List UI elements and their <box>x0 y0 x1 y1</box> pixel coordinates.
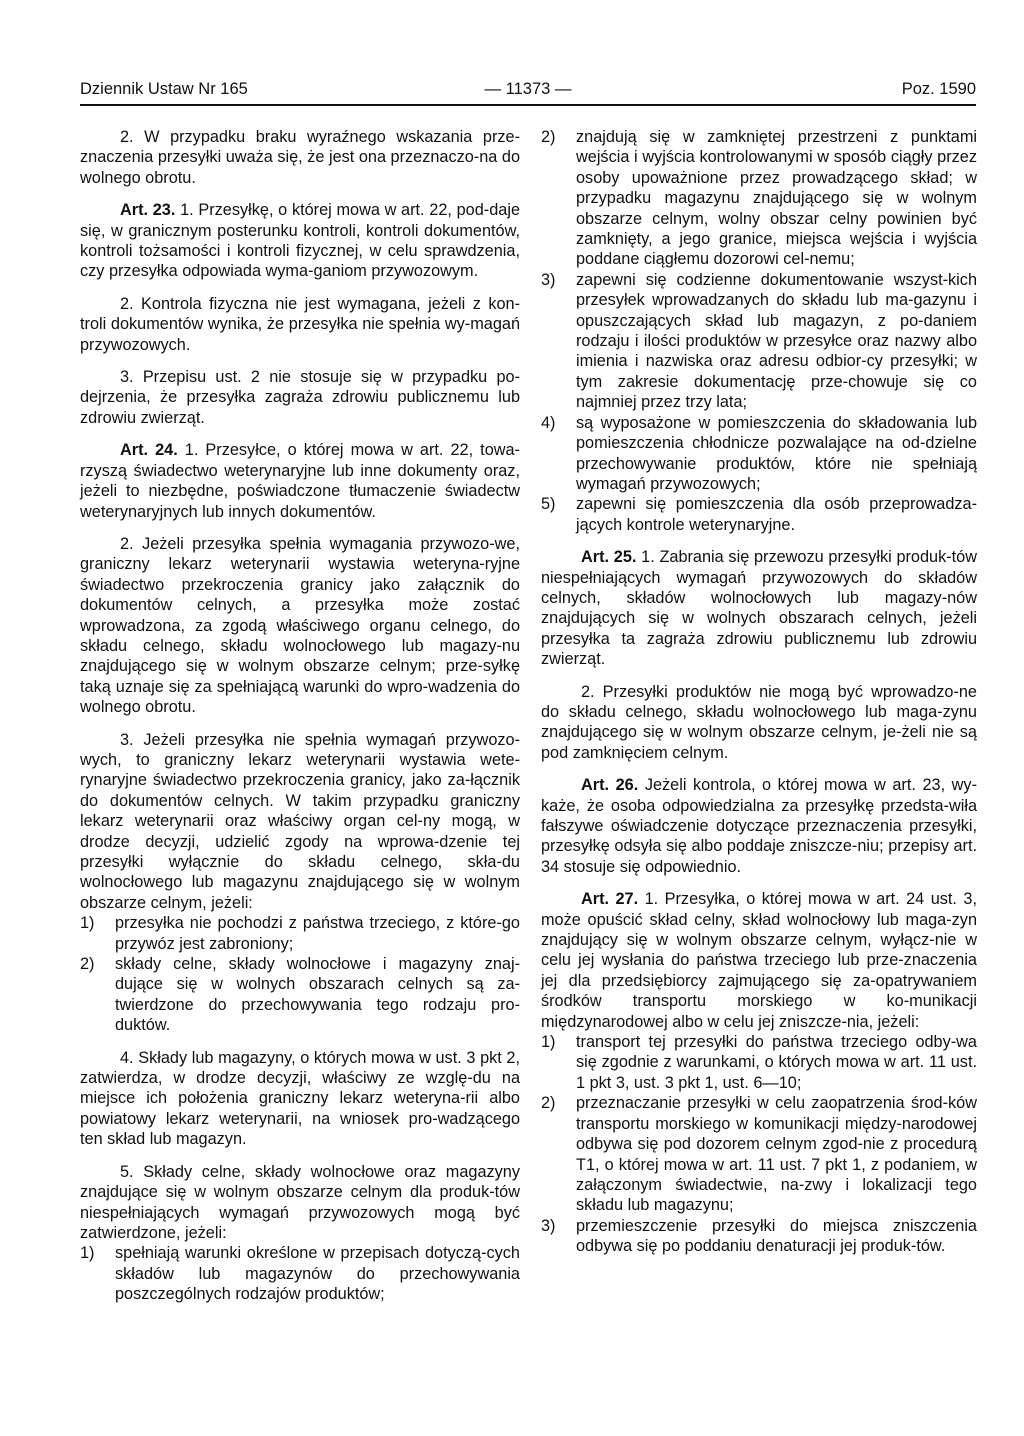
list-item-text: przeznaczanie przesyłki w celu zaopatrzenia środ-ków transportu morskiego w komunikacji między-narodowej odbywa się pod dozorem celnym zgod-nie z procedurą T1, o której mowa w art. 11 ust. 7 pkt 1, z podaniem, w załączonym świadectwie, na-zwy i lokalizacji tego składu lub magazynu; <box>576 1094 977 1215</box>
left-column <box>80 127 520 1305</box>
list-item-number: 3) <box>541 1216 556 1235</box>
list-item-number: 2) <box>541 128 556 146</box>
paragraph: 2. Jeżeli przesyłka spełnia wymagania przywozo-we, graniczny lekarz weterynarii wystawia weteryna-ryjne świadectwo przekroczenia granicy jako załącznik do dokumentów celnych, a przesyłka może zostać wprowadzona, za zgodą właściwego organu celnego, do składu celnego, składu wolnocłowego lub magazy-nu znajdującego się w wolnym obszarze celnym; prze-syłkę taką uznaje się za spełniającą warunki do wpro-wadzenia do wolnego obrotu. <box>80 534 520 717</box>
article-label: Art. 27. <box>581 890 639 909</box>
article-25-paragraph-1 <box>541 547 977 669</box>
list-item-number: 4) <box>541 413 556 432</box>
article-23-paragraph-1 <box>80 200 520 282</box>
list-item-number: 3) <box>541 270 556 289</box>
article-text: 1. Zabrania się przewozu przesyłki produk-tów niespełniających wymagań przywozowych do składów celnych, składów wolnocłowych lub magazy-nów znajdujących się w wolnych obszarach celnych, jeżeli przesyłka ta zagraża zdrowiu publicznemu lub zdrowiu zwierząt. <box>541 548 977 669</box>
paragraph: 3. Jeżeli przesyłka nie spełnia wymagań przywozo-wych, to graniczny lekarz weterynarii wystawia wete-rynaryjne świadectwo przekroczenia granicy, jako za-łącznik do dokumentów celnych. W takim przypadku graniczny lekarz weterynarii oraz właściwy organ cel-ny mogą, w drodze decyzji, udzielić zgody na wprowa-dzenie tej przesyłki wyłącznie do składu celnego, skła-du wolnocłowego lub magazynu znajdującego się w wolnym obszarze celnym, jeżeli: <box>80 730 520 912</box>
list-item-text: są wyposażone w pomieszczenia do składowania lub pomieszczenia chłodnicze pozwalające na od-dzielne przechowywanie produktów, które nie spełniają wymagań przywozowych; <box>576 413 977 493</box>
list-item-text: spełniają warunki określone w przepisach dotyczą-cych składów lub magazynów do przechowywania poszczególnych rodzajów produktów; <box>115 1244 520 1304</box>
article-label: Art. 23. <box>120 201 176 220</box>
list-item-text: zapewni się pomieszczenia dla osób przeprowadza-jących kontrole weterynaryjne. <box>576 495 977 534</box>
list-item-number: 2) <box>541 1094 556 1113</box>
list-item-text: przesyłka nie pochodzi z państwa trzeciego, z które-go przywóz jest zabroniony; <box>115 914 520 953</box>
page-header <box>80 80 976 104</box>
list-item <box>541 1093 977 1215</box>
list-item-text: przemieszczenie przesyłki do miejsca zniszczenia odbywa się po poddaniu denaturacji jej produk-tów. <box>576 1216 977 1256</box>
position-number: Poz. 1590 <box>901 80 976 98</box>
list-item <box>541 413 977 495</box>
article-text: 1. Przesyłkę, o której mowa w art. 22, pod-daje się, w granicznym posterunku kontroli, kontroli dokumentów, kontroli tożsamości i kontroli fizycznej, w celu sprawdzenia, czy przesyłka odpowiada wyma-ganiom przywozowym. <box>80 201 520 281</box>
list-item-number: 1) <box>541 1033 556 1052</box>
article-26 <box>541 775 977 877</box>
list-item-text: zapewni się codzienne dokumentowanie wszyst-kich przesyłek wprowadzanych do składu lub ma-gazynu i opuszczających skład lub magazyn, z po-daniem rodzaju i ilości produktów w przesyłce oraz nazwy albo imienia i nazwiska oraz adresu odbior-cy przesyłki; w tym zakresie dokumentację prze-chowuje się co najmniej przez trzy lata; <box>576 270 977 412</box>
paragraph: 3. Przepisu ust. 2 nie stosuje się w przypadku po-dejrzenia, że przesyłka zagraża zdrowiu publicznemu lub zdrowiu zwierząt. <box>80 368 520 427</box>
article-label: Art. 26. <box>581 776 639 795</box>
list-item <box>80 913 520 954</box>
paragraph: 2. Kontrola fizyczna nie jest wymagana, jeżeli z kon-troli dokumentów wynika, że przesyłka nie spełnia wy-magań przywozowych. <box>80 294 520 354</box>
list-item <box>80 954 520 1036</box>
list-item-number: 1) <box>80 1244 95 1263</box>
list-item <box>80 1243 520 1304</box>
list-item <box>541 494 977 535</box>
list-item <box>541 1032 977 1093</box>
article-text: 1. Przesyłce, o której mowa w art. 22, towa-rzyszą świadectwo weterynaryjne lub inne dokumenty oraz, jeżeli to niezbędne, poświadczone tłumaczenie świadectw weterynaryjnych lub innych dokumentów. <box>80 441 520 521</box>
list-item-text: składy celne, składy wolnocłowe i magazyny znaj-dujące się w wolnych obszarach celnych są za-twierdzone do przechowywania tego rodzaju pro-duktów. <box>115 955 520 1035</box>
journal-title: Dziennik Ustaw Nr 165 <box>80 80 248 98</box>
list-item <box>541 127 977 270</box>
list-item-text: transport tej przesyłki do państwa trzeciego odby-wa się zgodnie z warunkami, o których mowa w art. 11 ust. 1 pkt 3, ust. 3 pkt 1, ust. 6—10; <box>576 1033 977 1092</box>
list-item-number: 1) <box>80 914 95 933</box>
paragraph: 2. W przypadku braku wyraźnego wskazania prze-znaczenia przesyłki uważa się, że jest ona przeznaczo-na do wolnego obrotu. <box>80 128 520 187</box>
article-text: 1. Przesyłka, o której mowa w art. 24 ust. 3, może opuścić skład celny, skład wolnocłowy lub maga-zyn znajdujący się w wolnym obszarze celnym, wyłącz-nie w celu jej wysłania do państwa trzeciego lub prze-znaczenia jej dla przedsiębiorcy zajmującego się za-opatrywaniem środków transportu morskiego w ko-munikacji międzynarodowej albo w celu jej zniszcze-nia, jeżeli: <box>541 890 977 1031</box>
article-label: Art. 25. <box>581 548 637 567</box>
article-text: Jeżeli kontrola, o której mowa w art. 23, wy-każe, że osoba odpowiedzialna za przesyłkę przedsta-wiła fałszywe oświadczenie dotyczące przeznaczenia przesyłki, przesyłkę odsyła się albo poddaje zniszcze-niu; przepisy art. 34 stosuje się odpowiednio. <box>541 776 977 876</box>
list-item <box>541 270 977 413</box>
right-column <box>541 127 977 1257</box>
page-number: — 11373 — <box>484 80 572 98</box>
article-label: Art. 24. <box>120 441 178 460</box>
paragraph: 5. Składy celne, składy wolnocłowe oraz magazyny znajdujące się w wolnym obszarze celnym dla produk-tów niespełniających wymagań przywozowych mogą być zatwierdzone, jeżeli: <box>80 1162 520 1242</box>
paragraph: 2. Przesyłki produktów nie mogą być wprowadzo-ne do składu celnego, składu wolnocłowego lub maga-zynu znajdującego się w wolnym obszarze celnym, je-żeli nie są pod zamknięciem celnym. <box>541 682 977 762</box>
header-rule <box>80 104 976 106</box>
list-item-number: 2) <box>80 955 95 974</box>
article-27-paragraph-1 <box>541 889 977 1032</box>
list-item-text: znajdują się w zamkniętej przestrzeni z punktami wejścia i wyjścia kontrolowanymi w sposób ciągły przez osoby upoważnione przez prowadzącego skład; w przypadku magazynu znajdującego się w wolnym obszarze celnym, wolny obszar celny powinien być zamknięty, a jego granice, miejsca wejścia i wyjścia poddane ciągłemu dozorowi cel-nemu; <box>576 128 977 269</box>
article-24-paragraph-1 <box>80 440 520 522</box>
list-item-number: 5) <box>541 495 556 514</box>
paragraph: 4. Składy lub magazyny, o których mowa w ust. 3 pkt 2, zatwierdza, w drodze decyzji, właściwy ze wzglę-du na miejsce ich położenia graniczny lekarz weteryna-rii albo powiatowy lekarz weterynarii, na wniosek pro-wadzącego ten skład lub magazyn. <box>80 1048 520 1149</box>
list-item <box>541 1216 977 1257</box>
